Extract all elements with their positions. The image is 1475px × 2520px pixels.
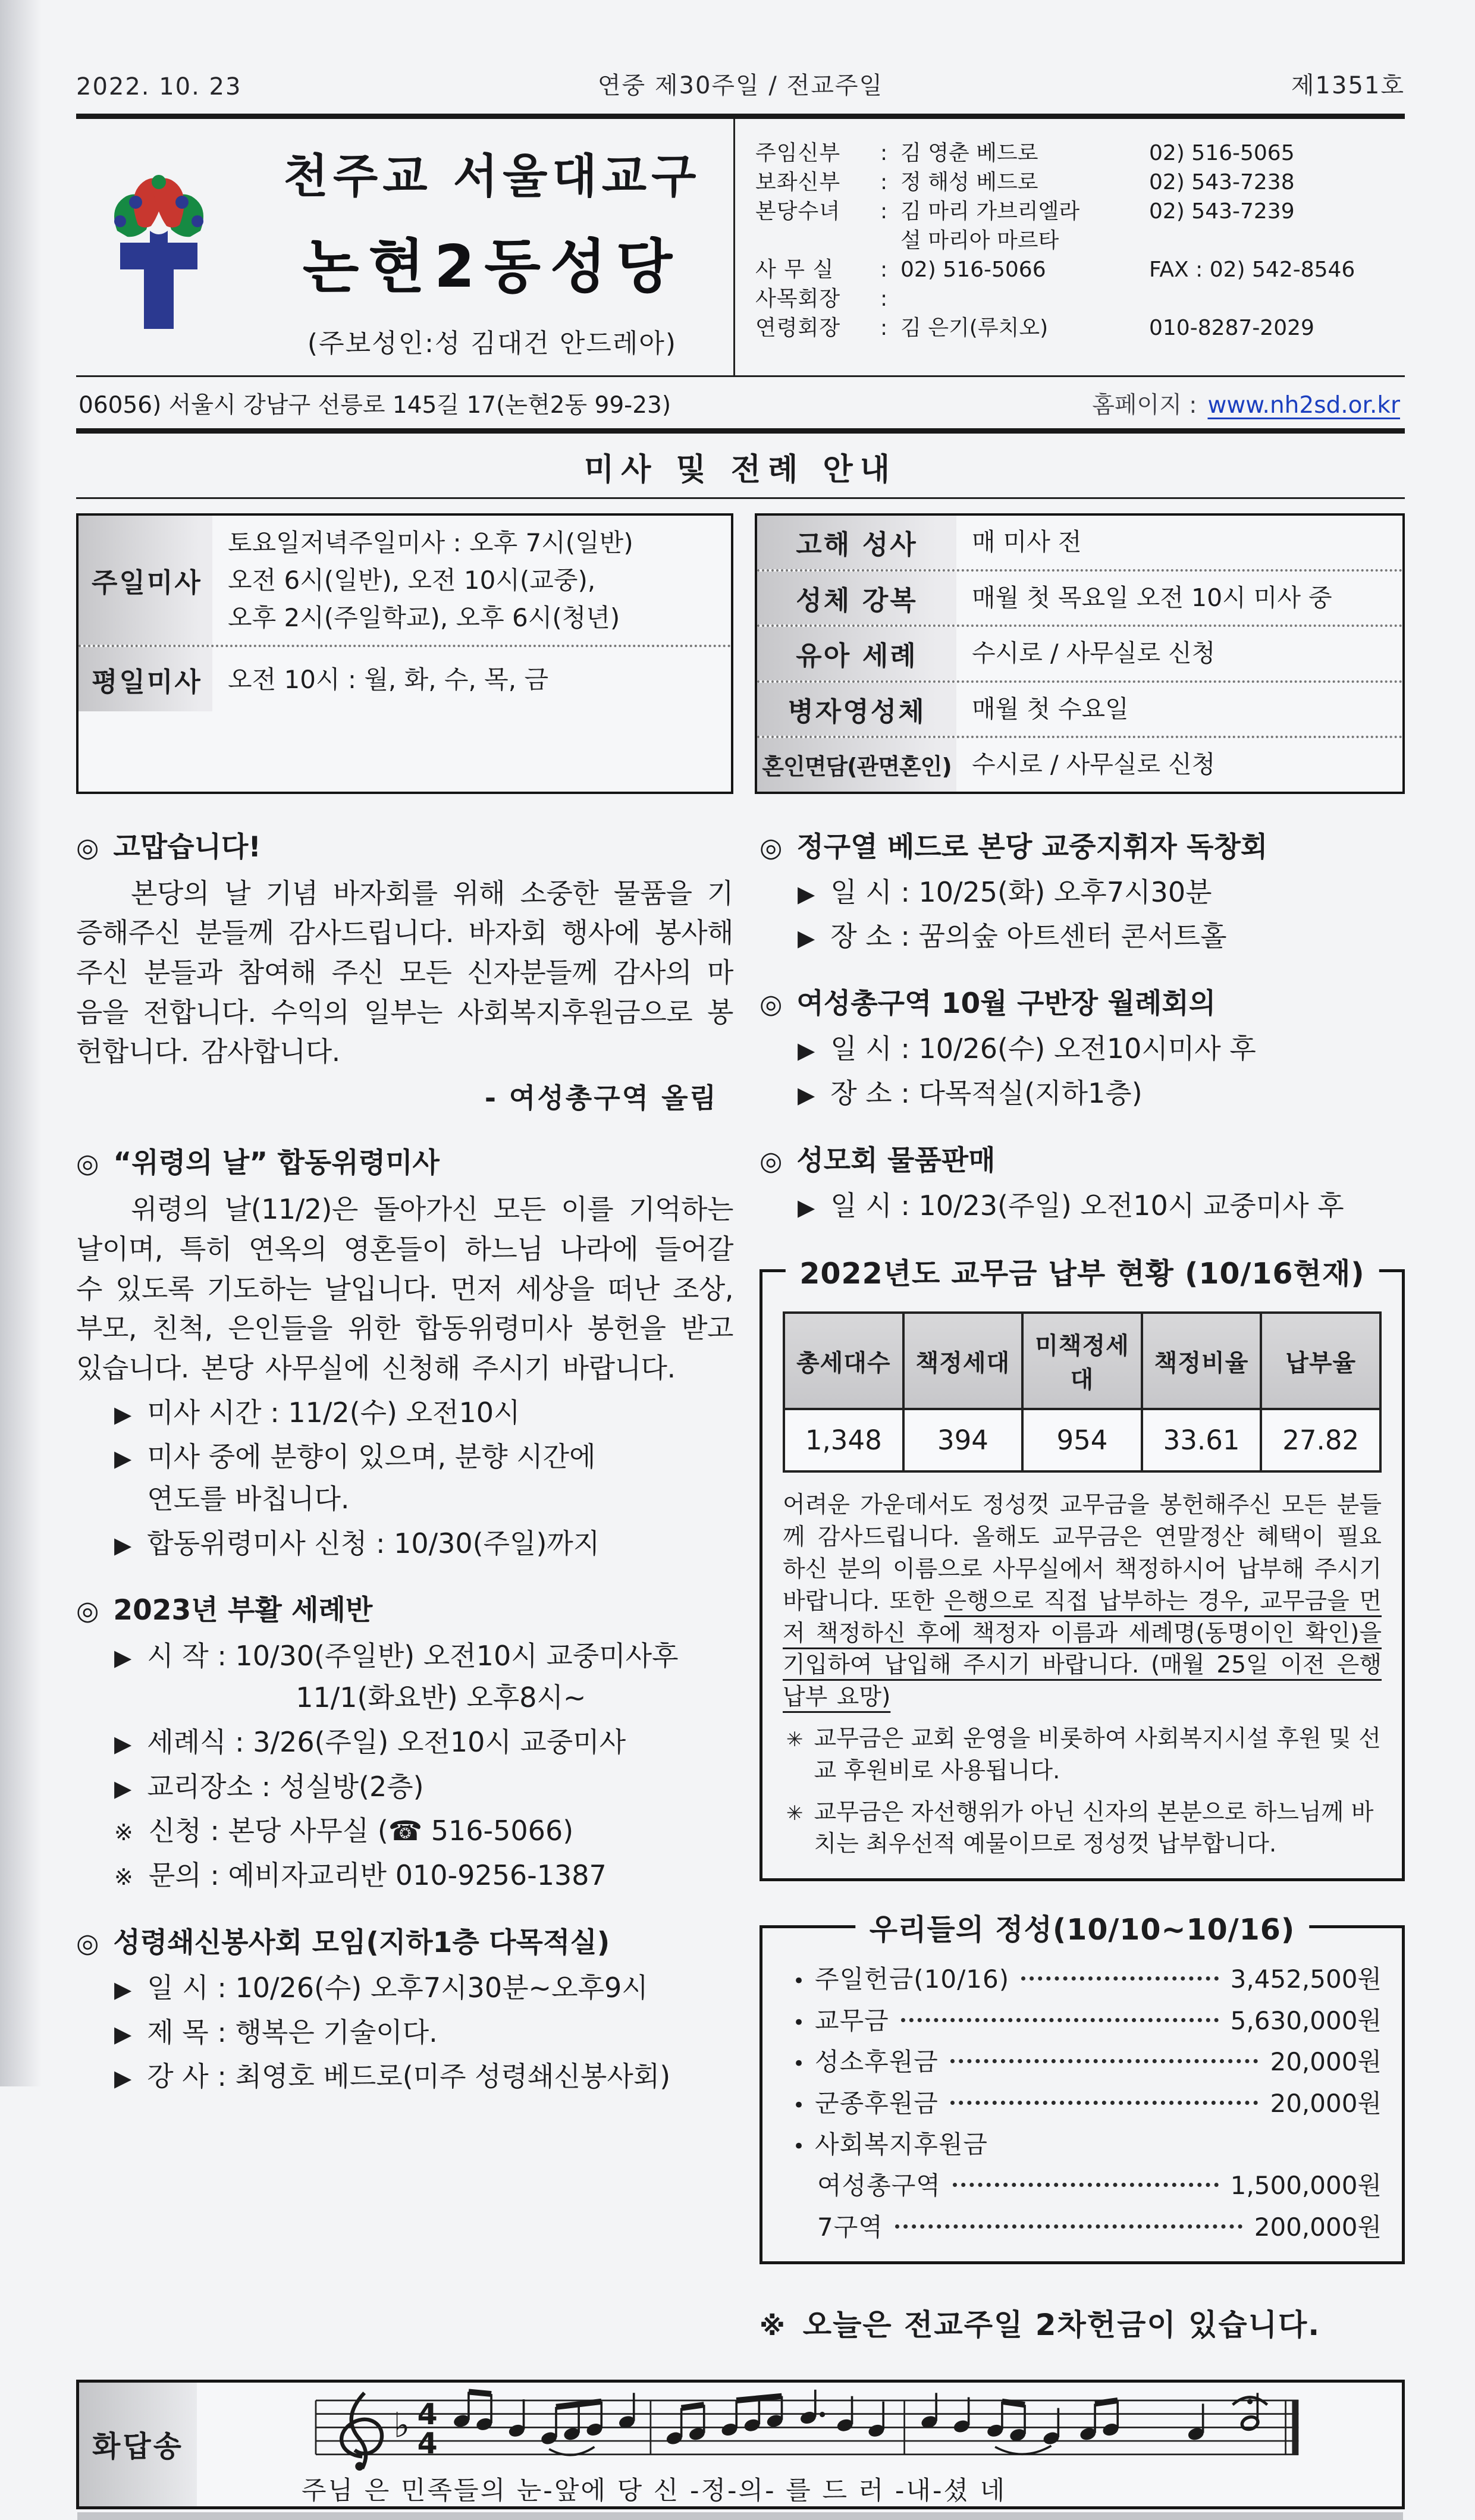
underlined-text: 은행으로 직접 납부하는 경우, 교무금을 먼저 책정하신 후에 책정자 이름과 세례명(동명이인 확인)을 기입하여 납입해 주시기 바랍니다. (매월 25일 이전 은행납부 요망) — [783, 1587, 1382, 1711]
contact-row: 연령회장 : 김 은기(루치오) 010-8287-2029 — [755, 315, 1314, 340]
row-value: 매월 첫 목요일 오전 10시 미사 중 — [972, 583, 1332, 612]
arrow-icon: ▶ — [798, 925, 815, 952]
table-row — [79, 516, 731, 645]
dues-table — [783, 1311, 1382, 1473]
table-row — [757, 680, 1402, 736]
signoff: - 여성총구역 올림 — [484, 1082, 718, 1115]
contact-row: 사 무 실 : 02) 516-5066 FAX : 02) 542-8546 — [755, 257, 1355, 282]
offering-row: 7구역 200,000원 — [817, 2212, 1382, 2242]
arrow-icon: ▶ — [114, 1532, 132, 1558]
row-label: 성체 강복 — [757, 572, 956, 625]
church-logo-icon — [84, 159, 233, 340]
section-goods-sale — [760, 1141, 1405, 1226]
psalm-label: 화답송 — [79, 2383, 197, 2506]
dotted-leader — [950, 2059, 1259, 2063]
table-row — [757, 624, 1402, 680]
list-item: ▶ 세례식 : 3/26(주일) 오전10시 교중미사 — [76, 1722, 733, 1762]
table-row: 1,348 394 954 33.61 27.82 — [784, 1409, 1380, 1471]
arrow-icon: ▶ — [114, 1644, 132, 1671]
contact-row: 사목회장 : — [755, 286, 888, 311]
section-thanks — [76, 827, 733, 1116]
arrow-icon: ▶ — [114, 1401, 132, 1427]
section-renewal-meeting — [76, 1923, 733, 2097]
contact-row: 본당수녀 : 김 마리 가브리엘라 02) 543-7239 — [755, 199, 1295, 224]
main-columns — [76, 827, 1405, 2345]
psalm-music — [197, 2383, 1402, 2506]
dotted-leader — [895, 2224, 1242, 2229]
mass-schedule-table — [76, 513, 733, 794]
dotted-leader — [1021, 1976, 1219, 1981]
offerings-box — [760, 1913, 1405, 2264]
row-label: 고해 성사 — [757, 516, 956, 569]
list-item: ▶ 일 시 : 10/26(수) 오후7시30분~오후9시 — [76, 1968, 733, 2008]
section-heading: 성령쇄신봉사회 모임(지하1층 다목적실) — [113, 1926, 610, 1959]
top-rule — [76, 114, 1405, 119]
dotted-leader — [950, 2101, 1259, 2105]
list-item: ▶ 일 시 : 10/26(수) 오전10시미사 후 — [760, 1029, 1405, 1069]
section-marker-icon: ◎ — [76, 832, 99, 863]
section-heading: 정구열 베드로 본당 교중지휘자 독창회 — [796, 830, 1268, 864]
arrow-icon: ▶ — [114, 2065, 132, 2092]
arrow-icon: ▶ — [798, 880, 815, 907]
table-header-row: 총세대수 책정세대 미책정세대 책정비율 납부율 — [784, 1313, 1380, 1409]
responsorial-psalm-box — [76, 2380, 1405, 2509]
row-value: 수시로 / 사무실로 신청 — [972, 639, 1216, 667]
section-memorial-mass — [76, 1143, 733, 1563]
list-item: ※ 신청 : 본당 사무실 (☎ 516-5066) — [76, 1811, 733, 1851]
section-heading: “위령의 날” 합동위령미사 — [113, 1147, 440, 1180]
bullet-icon: • — [792, 1969, 805, 1994]
address-row — [76, 377, 1405, 434]
offering-row: • 군종후원금 20,000원 — [783, 2087, 1382, 2120]
offering-row: • 교무금 5,630,000원 — [783, 2004, 1382, 2037]
scan-edge-shadow — [0, 0, 42, 2086]
dues-bullet: ✳ 교무금은 교회 운영을 비롯하여 사회복지시설 후원 및 선교 후원비로 사용됩니다. — [786, 1725, 1381, 1784]
list-item: ▶ 합동위령미사 신청 : 10/30(주일)까지 — [76, 1524, 733, 1564]
mass-guide-title: 미사 및 전례 안내 — [76, 434, 1405, 499]
dotted-leader — [901, 2018, 1219, 2022]
section-marker-icon: ◎ — [760, 1146, 783, 1176]
table-row — [757, 736, 1402, 792]
treble-clef-icon — [341, 2393, 382, 2469]
reference-mark-icon: ※ — [760, 2311, 786, 2342]
row-label: 병자영성체 — [757, 683, 956, 736]
row-label: 유아 세례 — [757, 627, 956, 680]
row-value: 수시로 / 사무실로 신청 — [972, 750, 1216, 779]
contact-list — [733, 119, 1405, 375]
left-column — [76, 827, 733, 2345]
offering-row: 여성총구역 1,500,000원 — [817, 2171, 1382, 2201]
church-brand — [76, 119, 733, 375]
psalm-lyrics: 주님 은 민족들의 눈-앞에 당 신 -정-의- 를 드 러 -내-셨 네 — [302, 2476, 1007, 2506]
asterisk-icon: ✳ — [786, 1801, 804, 1825]
homepage-link[interactable]: www.nh2sd.or.kr — [1207, 392, 1400, 419]
list-item: ▶ 강 사 : 최영호 베드로(미주 성령쇄신봉사회) — [76, 2057, 733, 2097]
music-notes — [453, 2390, 1267, 2455]
section-body: 본당의 날 기념 바자회를 위해 소중한 물품을 기증해주신 분들께 감사드립니다. 바자회 행사에 봉사해 주신 분들과 참여해 주신 모든 신자분들께 감사의 마음을 전합니다. 수익의 일부는 사회복지후원금으로 봉헌합니다. 감사합니다. — [76, 877, 733, 1068]
church-address: 06056) 서울시 강남구 선릉로 145길 17(논현2동 99-23) — [79, 392, 671, 419]
church-name-block — [257, 139, 727, 360]
offering-row: • 주일헌금(10/16) 3,452,500원 — [783, 1963, 1382, 1995]
list-item: ▶ 미사 시간 : 11/2(수) 오전10시 — [76, 1393, 733, 1433]
section-marker-icon: ◎ — [76, 1928, 99, 1959]
dues-bullet: ✳ 교무금은 자선행위가 아닌 신자의 본분으로 하느님께 바치는 최우선적 예물이므로 정성껏 납부합니다. — [786, 1799, 1374, 1858]
diocese-name: 천주교 서울대교구 — [283, 150, 701, 203]
bullet-icon: • — [792, 2135, 805, 2159]
svg-text:4: 4 — [417, 2397, 438, 2432]
row-label: 평일미사 — [79, 647, 212, 711]
contact-row: 주임신부 : 김 영춘 베드로 02) 516-5065 — [755, 141, 1295, 165]
bullet-icon: • — [792, 2010, 805, 2035]
section-heading: 고맙습니다! — [113, 830, 261, 864]
section-body: 위령의 날(11/2)은 돌아가신 모든 이를 기억하는 날이며, 특히 연옥의 영혼들이 하느님 나라에 들어갈 수 있도록 기도하는 날입니다. 먼저 세상을 떠난 조상, 부모, 친척, 은인들을 위한 합동위령미사 봉헌을 받고 있습니다. 본당 사무실에 신청해 주시기 바랍니다. — [76, 1193, 733, 1384]
section-concert — [760, 827, 1405, 957]
offering-row: • 사회복지후원금 — [783, 2128, 1382, 2161]
list-item: ▶ 교리장소 : 성실방(2층) — [76, 1767, 733, 1807]
logo-cross-shape — [120, 231, 197, 329]
section-heading: 여성총구역 10월 구반장 월례회의 — [796, 987, 1216, 1021]
dotted-leader — [953, 2183, 1219, 2187]
dues-box-title: 2022년도 교무금 납부 현황 (10/16현재) — [785, 1251, 1379, 1292]
section-marker-icon: ◎ — [76, 1596, 99, 1627]
section-monthly-meeting — [760, 984, 1405, 1113]
homepage — [1092, 387, 1400, 420]
arrow-icon: ▶ — [114, 1976, 132, 2003]
asterisk-icon: ✳ — [786, 1728, 804, 1752]
contact-row: 설 마리아 마르타 — [900, 228, 1059, 253]
bullet-icon: • — [792, 2093, 805, 2117]
row-value: 오전 10시 : 월, 화, 수, 목, 금 — [228, 664, 549, 694]
arrow-icon: ▶ — [114, 1775, 132, 1802]
section-marker-icon: ◎ — [760, 832, 783, 863]
bullet-icon: • — [792, 2052, 805, 2076]
list-item: ※ 문의 : 예비자교리반 010-9256-1387 — [76, 1856, 733, 1896]
arrow-icon: ▶ — [798, 1194, 815, 1220]
svg-text:4: 4 — [417, 2426, 438, 2461]
list-item: ▶ 일 시 : 10/23(주일) 오전10시 교중미사 후 — [760, 1186, 1405, 1226]
table-row — [757, 569, 1402, 625]
row-value: 매월 첫 수요일 — [972, 694, 1129, 723]
list-item: ▶ 시 작 : 10/30(주일반) 오전10시 교중미사후 11/1(화요반) 오후8시~ — [114, 1639, 679, 1714]
svg-text:♭: ♭ — [393, 2405, 410, 2446]
section-marker-icon: ◎ — [760, 989, 783, 1020]
list-item: ▶ 제 목 : 행복은 기술이다. — [76, 2013, 733, 2053]
section-heading: 2023년 부활 세례반 — [113, 1594, 373, 1627]
mass-guide-tables — [76, 513, 1405, 794]
homepage-label: 홈페이지 : — [1092, 392, 1197, 419]
arrow-icon: ▶ — [798, 1037, 815, 1064]
reference-mark-icon: ※ — [114, 1863, 133, 1890]
sacraments-table — [755, 513, 1405, 794]
row-label: 주일미사 — [79, 516, 212, 645]
church-name: 논현2동성당 — [302, 233, 682, 301]
right-column — [760, 827, 1405, 2345]
list-item: ▶ 미사 중에 분향이 있으며, 분향 시간에 연도를 바칩니다. — [114, 1441, 596, 1515]
section-marker-icon: ◎ — [76, 1148, 99, 1179]
arrow-icon: ▶ — [798, 1081, 815, 1108]
scan-shadow-bar — [77, 2512, 1403, 2520]
list-item: ▶ 장 소 : 다목적실(지하1층) — [760, 1074, 1405, 1113]
patron-saint: (주보성인:성 김대건 안드레아) — [307, 328, 677, 359]
dues-status-box — [760, 1257, 1405, 1881]
offering-row: • 성소후원금 20,000원 — [783, 2045, 1382, 2078]
bulletin-page — [76, 0, 1405, 2520]
music-staff-figure — [212, 2389, 1380, 2471]
arrow-icon: ▶ — [114, 2020, 132, 2047]
list-item: ▶ 장 소 : 꿈의숲 아트센터 콘서트홀 — [760, 917, 1405, 956]
arrow-icon: ▶ — [114, 1730, 132, 1757]
table-row — [757, 516, 1402, 569]
row-label: 혼인면담(관면혼인) — [757, 738, 956, 792]
issue-number: 제1351호 — [1291, 72, 1405, 99]
reference-mark-icon: ※ — [114, 1819, 133, 1846]
header — [76, 119, 1405, 377]
list-item: ▶ 일 시 : 10/25(화) 오후7시30분 — [760, 873, 1405, 912]
section-heading: 성모회 물품판매 — [796, 1144, 996, 1177]
row-value: 토요일저녁주일미사 : 오후 7시(일반) 오전 6시(일반), 오전 10시(교중), 오후 2시(주일학교), 오후 6시(청년) — [228, 528, 633, 632]
section-baptism-class — [76, 1590, 733, 1895]
arrow-icon: ▶ — [114, 1445, 132, 1472]
dues-paragraph: 어려운 가운데서도 정성껏 교무금을 봉헌해주신 모든 분들께 감사드립니다. 올해도 교무금은 연말정산 혜택이 필요하신 분의 이름으로 사무실에서 책정하시어 납부해 주시기 바랍니다. 또한 은행으로 직접 납부하는 경우, 교무금을 먼저 책정하신 후에 책정자 이름과 세례명(동명이인 확인)을 기입하여 납입해 주시기 바랍니다. (매월 25일 이전 은행납부 요망) — [783, 1492, 1382, 1711]
masthead — [76, 67, 1405, 101]
contact-row: 보좌신부 : 정 해성 베드로 02) 543-7238 — [755, 170, 1295, 194]
issue-date: 2022. 10. 23 — [76, 73, 242, 101]
row-value: 매 미사 전 — [972, 528, 1082, 556]
second-collection-notice: ※ 오늘은 전교주일 2차헌금이 있습니다. — [760, 2308, 1321, 2343]
table-row — [79, 645, 731, 711]
offerings-box-title: 우리들의 정성(10/10~10/16) — [855, 1907, 1309, 1948]
liturgical-week-title: 연중 제30주일 / 전교주일 — [597, 72, 884, 99]
